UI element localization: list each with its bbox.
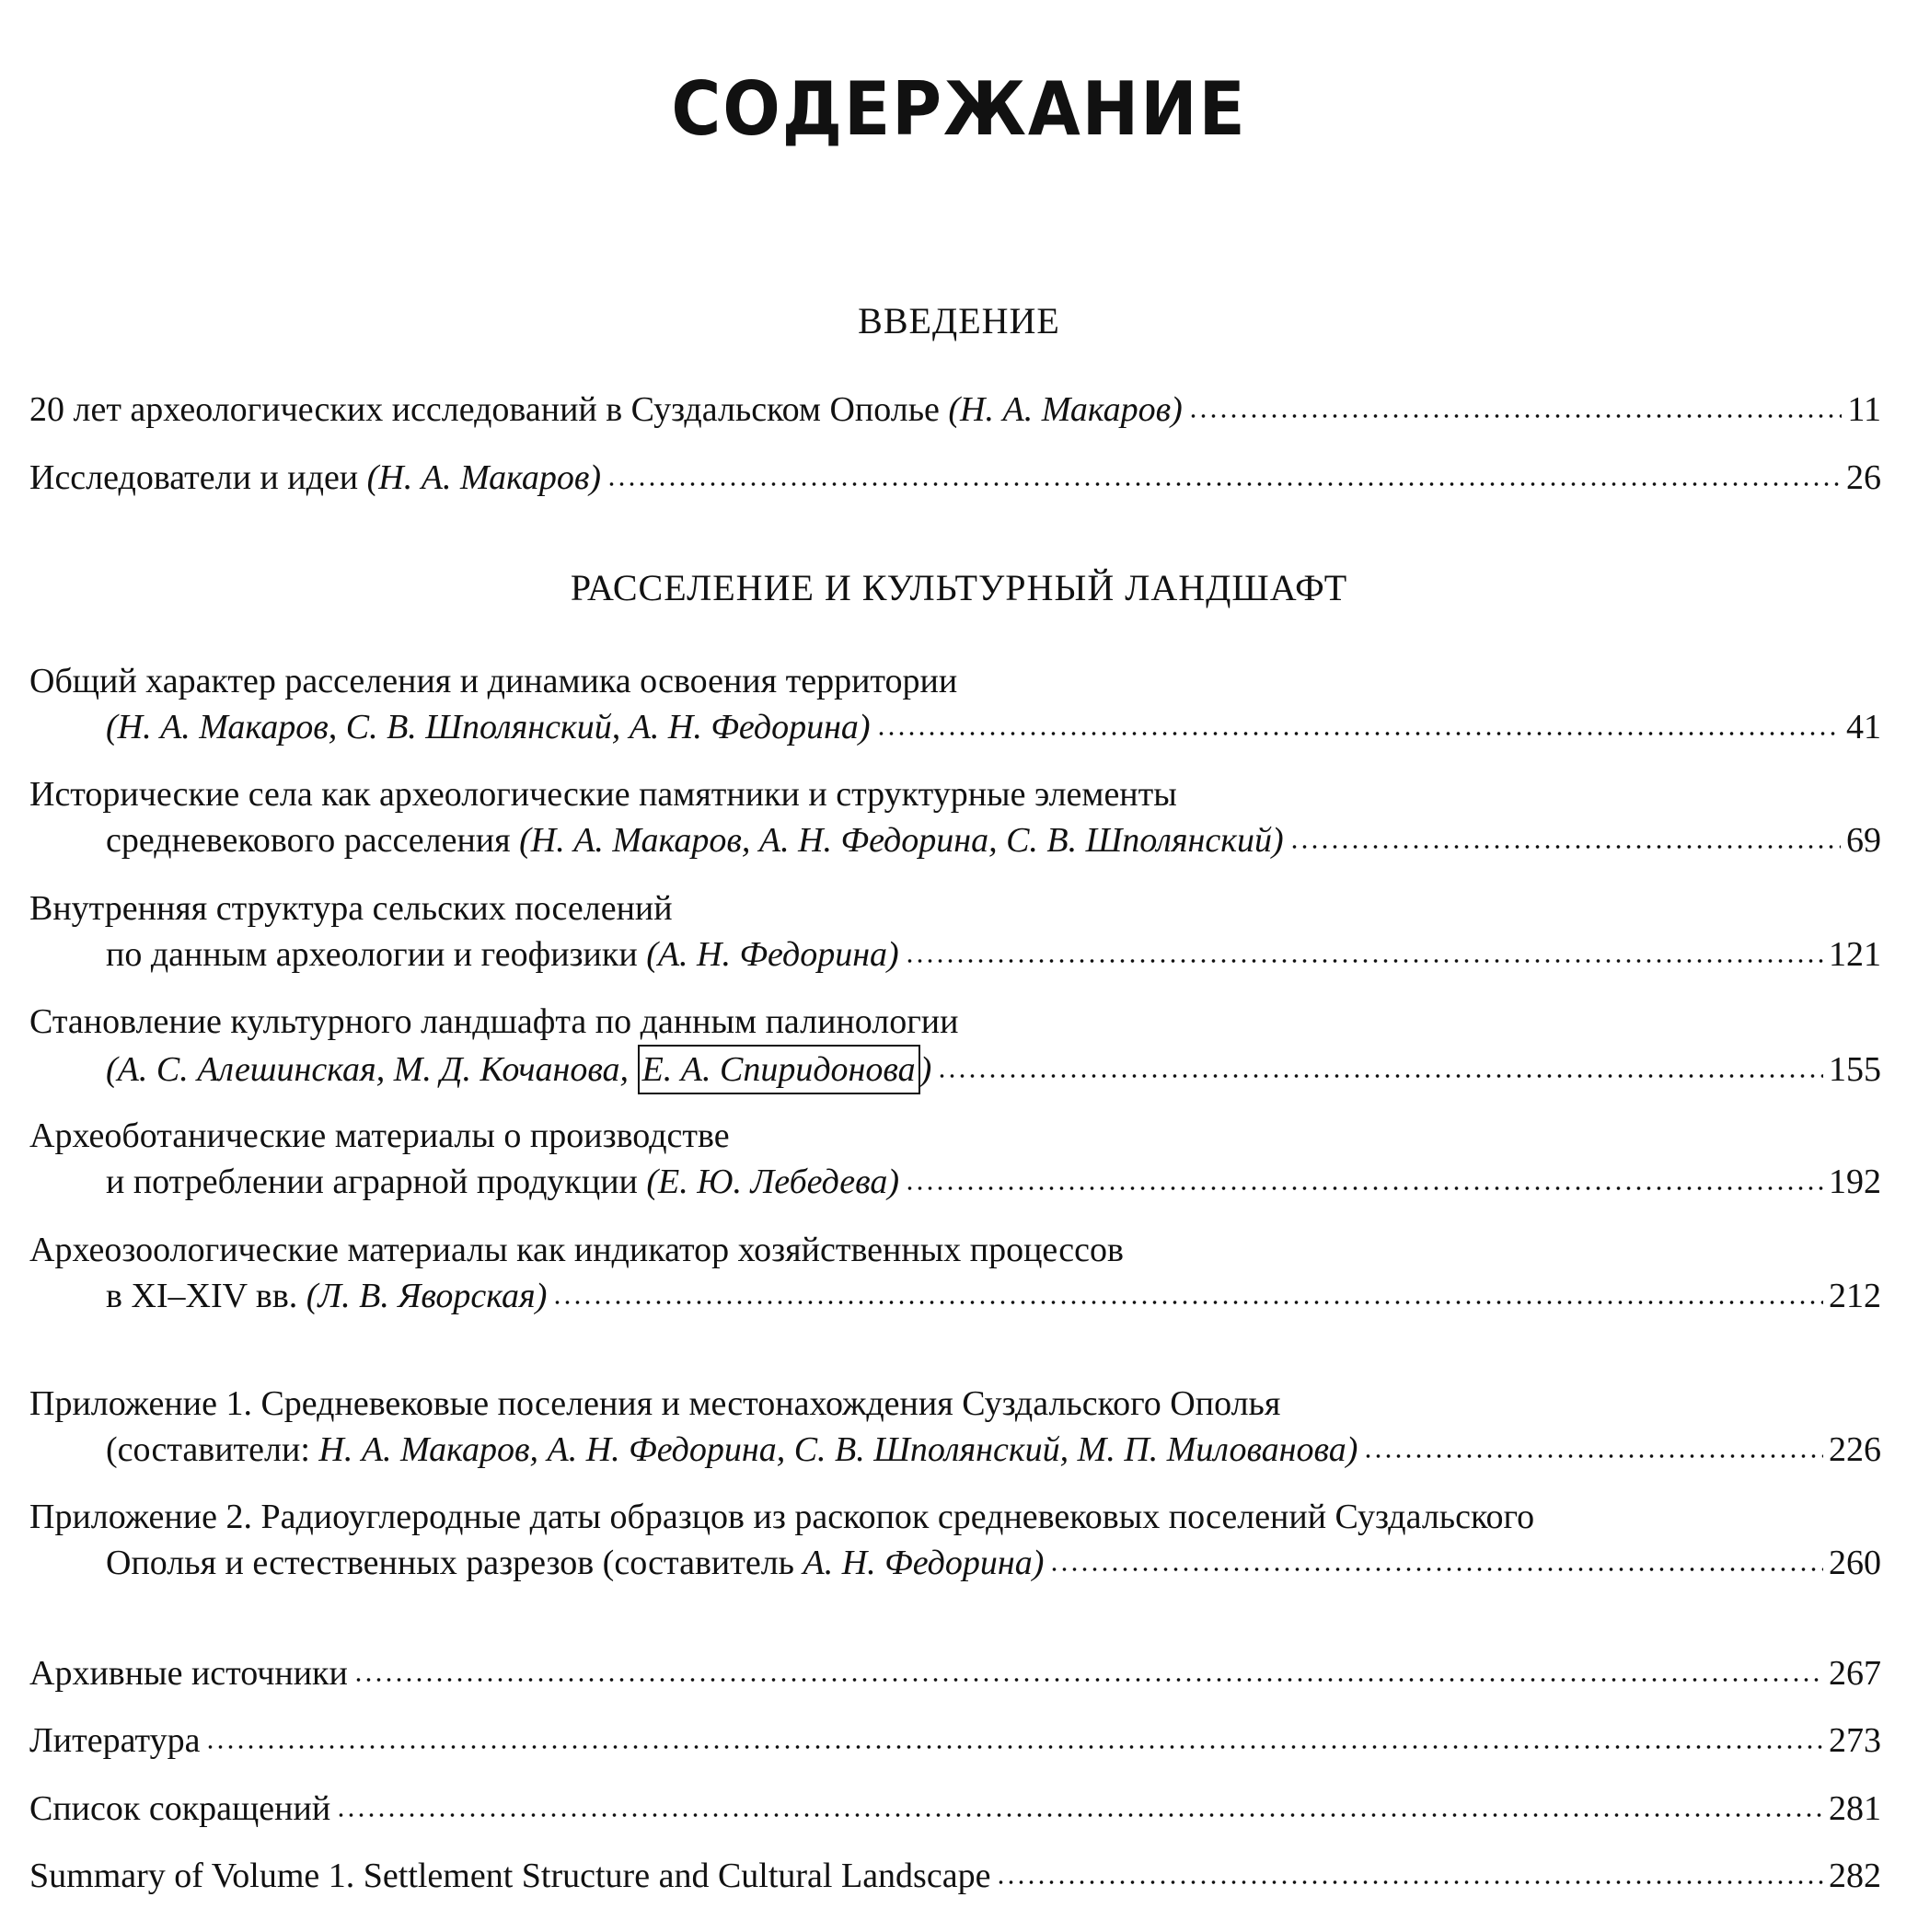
entry-title: Общий характер расселения и динамика освоения территории xyxy=(29,662,958,700)
page-title: СОДЕРЖАНИЕ xyxy=(671,66,1247,152)
entry-authors: (Н. А. Макаров, А. Н. Федорина, С. В. Шполянский) xyxy=(519,821,1284,860)
entry-authors: (Н. А. Макаров) xyxy=(366,458,602,497)
page-number: 69 xyxy=(1846,821,1881,860)
leader-dots xyxy=(336,1812,1823,1818)
entry-title: Становление культурного ландшафта по данным палинологии xyxy=(29,1002,959,1041)
leader-dots xyxy=(552,1300,1823,1305)
entry-authors-close: ) xyxy=(919,1050,932,1089)
page-number: 212 xyxy=(1829,1277,1881,1315)
entry-title: Археозоологические материалы как индикатор хозяйственных процессов xyxy=(29,1231,1124,1269)
entry-title-cont: средневекового расселения xyxy=(106,821,511,860)
toc-entry-appendix[interactable] xyxy=(29,1494,1881,1586)
entry-title: Исследователи и идеи xyxy=(29,458,359,497)
leader-dots xyxy=(996,1880,1823,1885)
entry-author-boxed: Е. А. Спиридонова xyxy=(638,1045,920,1094)
toc-entry-literature[interactable] xyxy=(29,1718,1881,1764)
page-number: 260 xyxy=(1829,1544,1881,1582)
page-number: 267 xyxy=(1829,1654,1881,1693)
entry-authors: (Е. Ю. Лебедева) xyxy=(646,1163,900,1201)
page-number: 226 xyxy=(1829,1430,1881,1469)
toc-entry[interactable] xyxy=(29,1113,1881,1205)
leader-dots xyxy=(607,481,1841,487)
leader-dots xyxy=(1363,1453,1823,1459)
entry-title-cont: в XI–XIV вв. xyxy=(106,1277,298,1315)
leader-dots xyxy=(1289,844,1841,850)
entry-authors: А. Н. Федорина) xyxy=(803,1544,1045,1582)
page-number: 273 xyxy=(1829,1721,1881,1760)
entry-title: Археоботанические материалы о производстве xyxy=(29,1116,730,1155)
toc-entry[interactable] xyxy=(29,455,1881,501)
leader-dots xyxy=(876,731,1841,736)
page-number: 282 xyxy=(1829,1857,1881,1895)
entry-title: Приложение 1. Средневековые поселения и местонахождения Суздальского Ополья xyxy=(29,1384,1281,1423)
entry-title: Summary of Volume 1. Settlement Structure and Cultural Landscape xyxy=(29,1857,991,1895)
entry-title: Архивные источники xyxy=(29,1654,348,1693)
page-number: 121 xyxy=(1829,935,1881,974)
leader-dots xyxy=(1049,1567,1823,1572)
toc-entry-summary[interactable] xyxy=(29,1853,1881,1899)
page-number: 26 xyxy=(1846,458,1881,497)
toc-entry[interactable] xyxy=(29,999,1881,1091)
section-heading-settlement: РАССЕЛЕНИЕ И КУЛЬТУРНЫЙ ЛАНДШАФТ xyxy=(570,567,1348,608)
entry-title-cont: по данным археологии и геофизики xyxy=(106,935,638,974)
entry-title: Приложение 2. Радиоуглеродные даты образцов из раскопок средневековых поселений Суздальского xyxy=(29,1498,1535,1536)
entry-title-cont: (составители: xyxy=(106,1430,310,1469)
entry-authors: (А. Н. Федорина) xyxy=(646,935,899,974)
leader-dots xyxy=(905,958,1823,964)
leader-dots xyxy=(1188,413,1843,419)
entry-authors: Н. А. Макаров, А. Н. Федорина, С. В. Шполянский, М. П. Милованова) xyxy=(318,1430,1358,1469)
toc-entry[interactable] xyxy=(29,387,1881,433)
toc-entry[interactable] xyxy=(29,885,1881,978)
leader-dots xyxy=(353,1677,1823,1683)
leader-dots xyxy=(905,1186,1823,1191)
entry-title: Исторические села как археологические памятники и структурные элементы xyxy=(29,775,1177,814)
toc-entry[interactable] xyxy=(29,771,1881,863)
section-heading-introduction: ВВЕДЕНИЕ xyxy=(858,300,1060,341)
entry-title-cont: и потреблении аграрной продукции xyxy=(106,1163,638,1201)
leader-dots xyxy=(205,1744,1823,1750)
page-number: 192 xyxy=(1829,1163,1881,1201)
toc-entry[interactable] xyxy=(29,1227,1881,1319)
entry-title: Литература xyxy=(29,1721,201,1760)
page-number: 41 xyxy=(1846,708,1881,746)
entry-title: Список сокращений xyxy=(29,1789,331,1828)
entry-authors: (Л. В. Яворская) xyxy=(306,1277,548,1315)
page-number: 281 xyxy=(1829,1789,1881,1828)
leader-dots xyxy=(937,1073,1823,1079)
entry-title: 20 лет археологических исследований в Суздальском Ополье xyxy=(29,390,940,429)
entry-authors: (Н. А. Макаров) xyxy=(948,390,1183,429)
entry-title: Внутренняя структура сельских поселений xyxy=(29,889,673,928)
page-number: 155 xyxy=(1829,1050,1881,1089)
entry-title-cont: Ополья и естественных разрезов (составитель xyxy=(106,1544,794,1582)
toc-entry[interactable] xyxy=(29,658,1881,750)
toc-entry-appendix[interactable] xyxy=(29,1381,1881,1473)
page-number: 11 xyxy=(1847,390,1881,429)
entry-authors: (Н. А. Макаров, С. В. Шполянский, А. Н. Федорина) xyxy=(106,708,871,746)
entry-authors: (А. С. Алешинская, М. Д. Кочанова, xyxy=(106,1050,630,1089)
toc-entry-archive-sources[interactable] xyxy=(29,1650,1881,1696)
toc-entry-abbreviations[interactable] xyxy=(29,1786,1881,1832)
